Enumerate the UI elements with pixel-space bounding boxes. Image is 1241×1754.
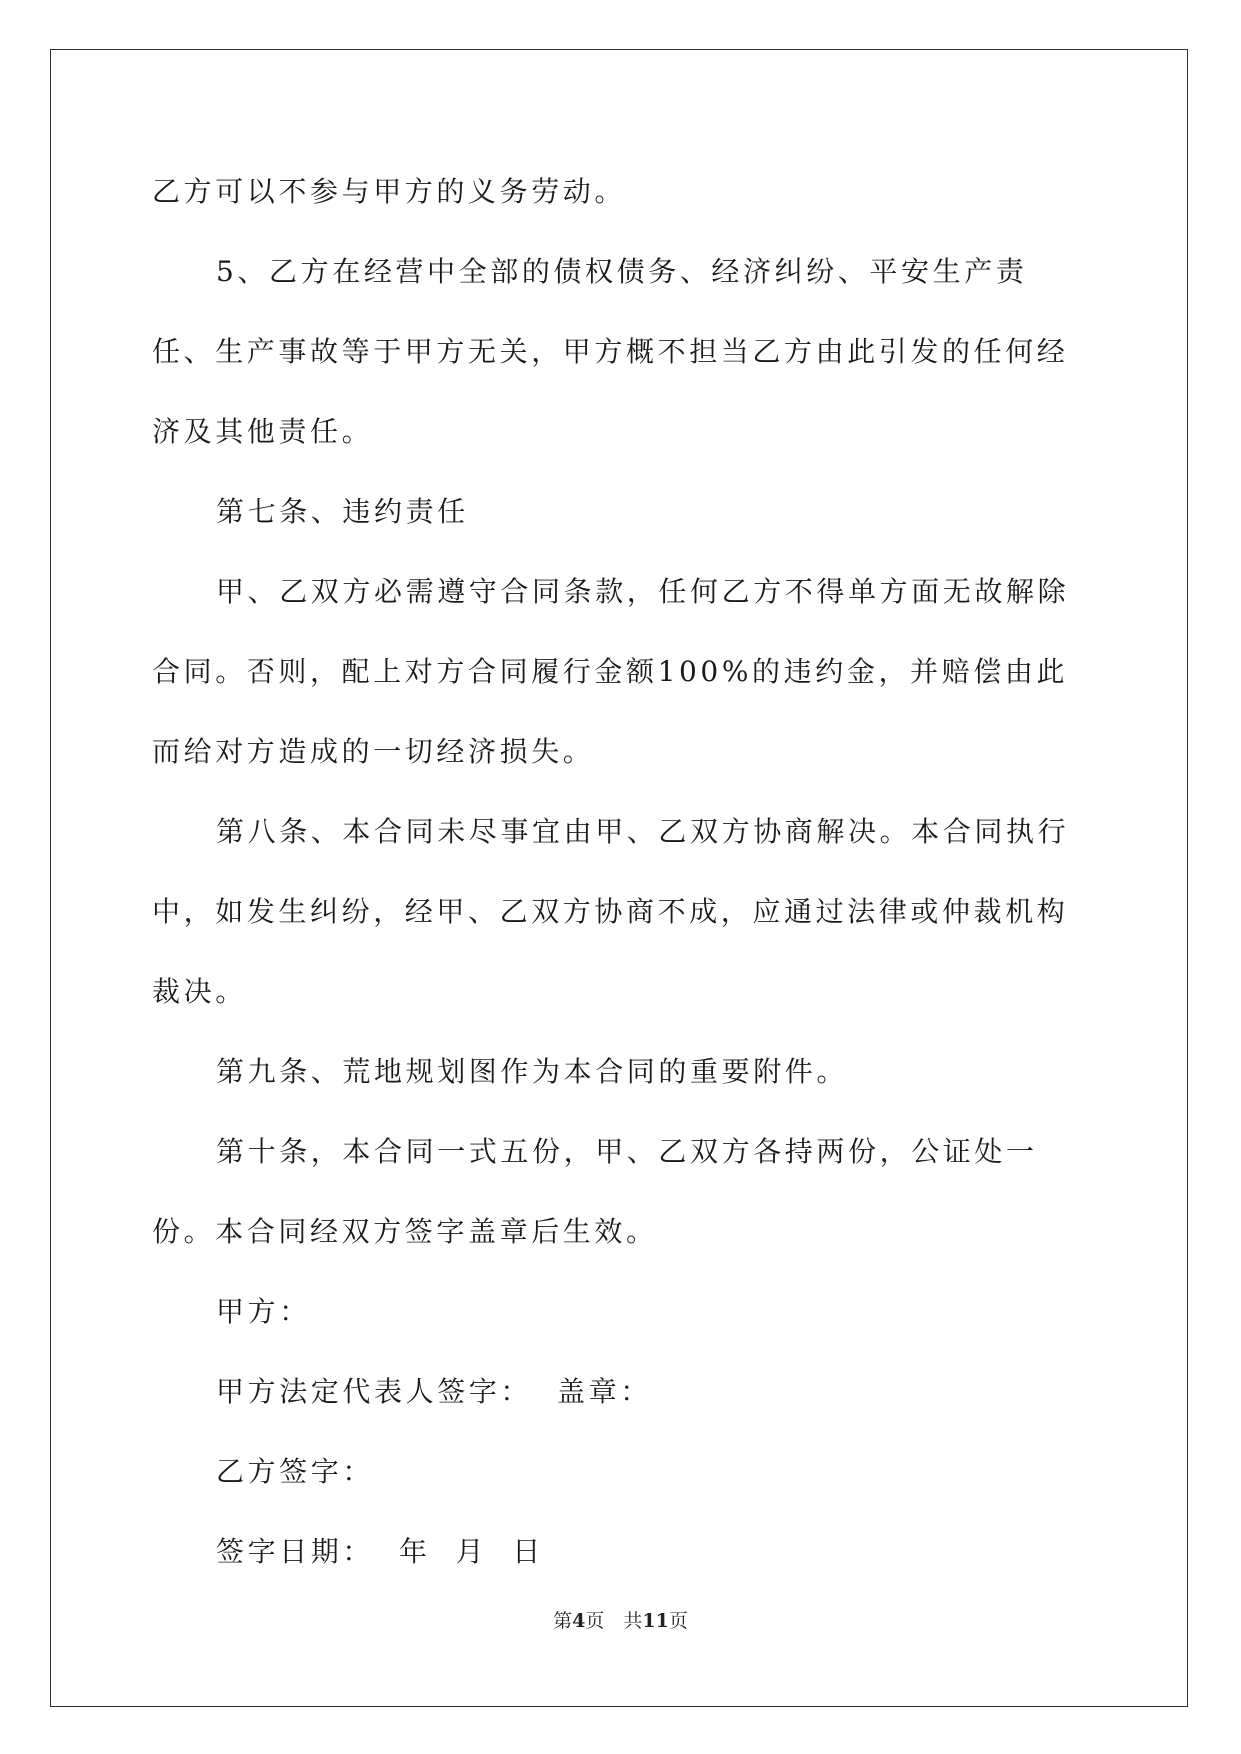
paragraph: 乙方可以不参与甲方的义务劳动。 — [152, 175, 627, 208]
page-mid: 页 共 — [585, 1610, 643, 1632]
page-footer — [0, 1606, 1241, 1633]
party-b-signature-line: 乙方签字： — [216, 1455, 375, 1488]
section-heading: 第七条、违约责任 — [216, 495, 469, 528]
page-current: 4 — [572, 1610, 586, 1632]
paragraph: 5、乙方在经营中全部的债权债务、经济纠纷、平安生产责任、生产事故等于甲方无关，甲方概不担当乙方由此引发的任何经济及其他责任。 — [152, 255, 1069, 448]
page-total: 11 — [642, 1610, 669, 1632]
signature-date-line: 签字日期： 年 月 日 — [216, 1535, 544, 1568]
paragraph: 第十条，本合同一式五份，甲、乙双方各持两份，公证处一份。本合同经双方签字盖章后生效。 — [152, 1135, 1038, 1248]
paragraph: 第八条、本合同未尽事宜由甲、乙双方协商解决。本合同执行中，如发生纠纷，经甲、乙双方协商不成，应通过法律或仲裁机构裁决。 — [152, 815, 1070, 1008]
page-suffix: 页 — [668, 1610, 688, 1632]
party-a-representative-line: 甲方法定代表人签字： 盖章： — [216, 1375, 652, 1408]
paragraph: 甲、乙双方必需遵守合同条款，任何乙方不得单方面无故解除合同。否则，配上对方合同履行金额100%的违约金，并赔偿由此而给对方造成的一切经济损失。 — [152, 575, 1070, 768]
party-a-line: 甲方： — [216, 1295, 311, 1328]
page-prefix: 第 — [553, 1610, 573, 1632]
document-body — [152, 152, 1088, 1592]
paragraph: 第九条、荒地规划图作为本合同的重要附件。 — [216, 1055, 849, 1088]
